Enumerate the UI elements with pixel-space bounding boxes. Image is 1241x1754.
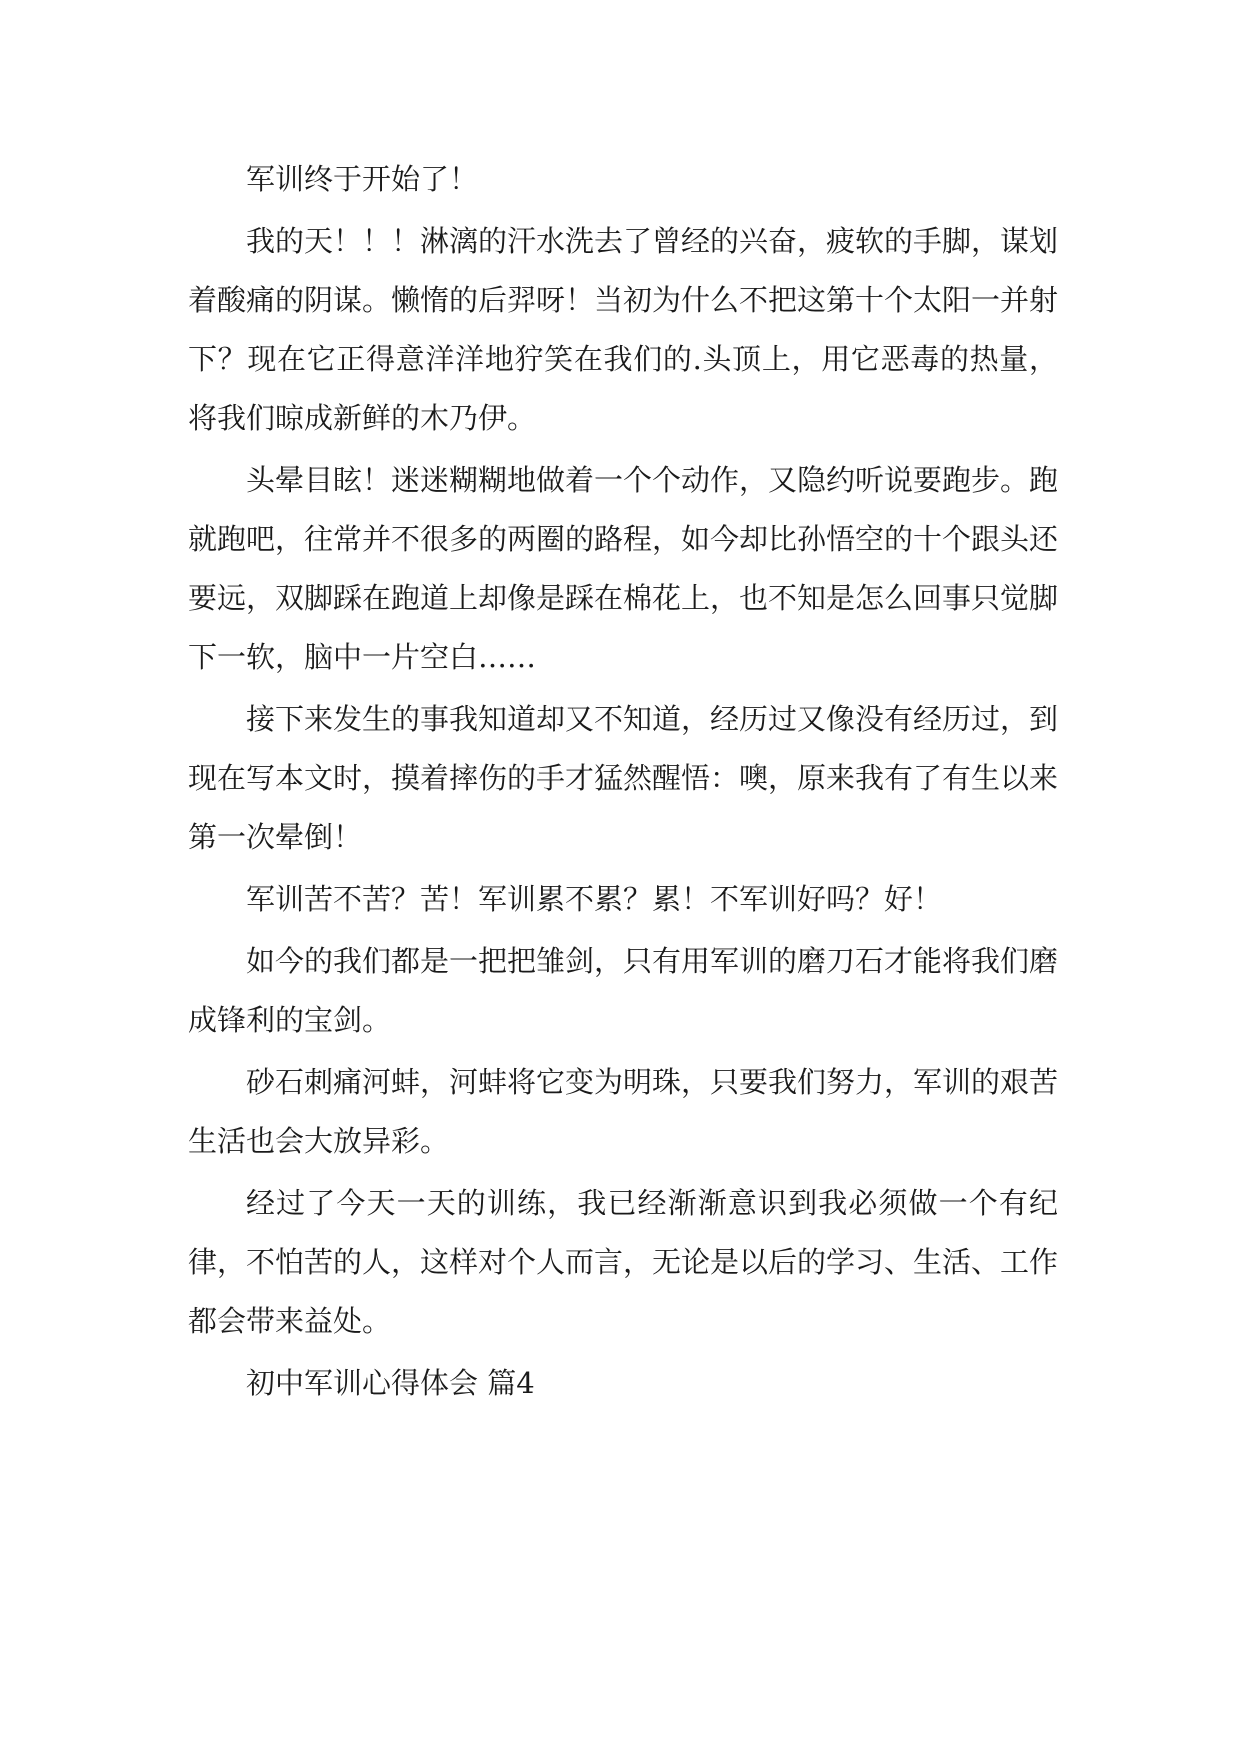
- paragraph: 头晕目眩！迷迷糊糊地做着一个个动作，又隐约听说要跑步。跑就跑吧，往常并不很多的两圈的路程，如今却比孙悟空的十个跟头还要远，双脚踩在跑道上却像是踩在棉花上，也不知是怎么回事只觉脚下一软，脑中一片空白……: [188, 463, 1059, 674]
- paragraph: 我的天！！！淋漓的汗水洗去了曾经的兴奋，疲软的手脚，谋划着酸痛的阴谋。懒惰的后羿呀！当初为什么不把这第十个太阳一并射下？现在它正得意洋洋地狞笑在我们的.头顶上，用它恶毒的热量，将我们晾成新鲜的木乃伊。: [188, 224, 1059, 435]
- section-heading: 初中军训心得体会 篇4: [246, 1366, 535, 1400]
- paragraph: 接下来发生的事我知道却又不知道，经历过又像没有经历过，到现在写本文时，摸着摔伤的手才猛然醒悟：噢，原来我有了有生以来第一次晕倒！: [188, 702, 1059, 854]
- paragraph: 如今的我们都是一把把雏剑，只有用军训的磨刀石才能将我们磨成锋利的宝剑。: [188, 944, 1059, 1037]
- document-body: [188, 150, 1058, 1416]
- paragraph: 军训苦不苦？苦！军训累不累？累！不军训好吗？好！: [246, 882, 943, 916]
- paragraph: 砂石刺痛河蚌，河蚌将它变为明珠，只要我们努力，军训的艰苦生活也会大放异彩。: [188, 1065, 1059, 1158]
- paragraph: 经过了今天一天的训练，我已经渐渐意识到我必须做一个有纪律，不怕苦的人，这样对个人而言，无论是以后的学习、生活、工作都会带来益处。: [188, 1186, 1059, 1338]
- paragraph: 军训终于开始了！: [246, 162, 479, 196]
